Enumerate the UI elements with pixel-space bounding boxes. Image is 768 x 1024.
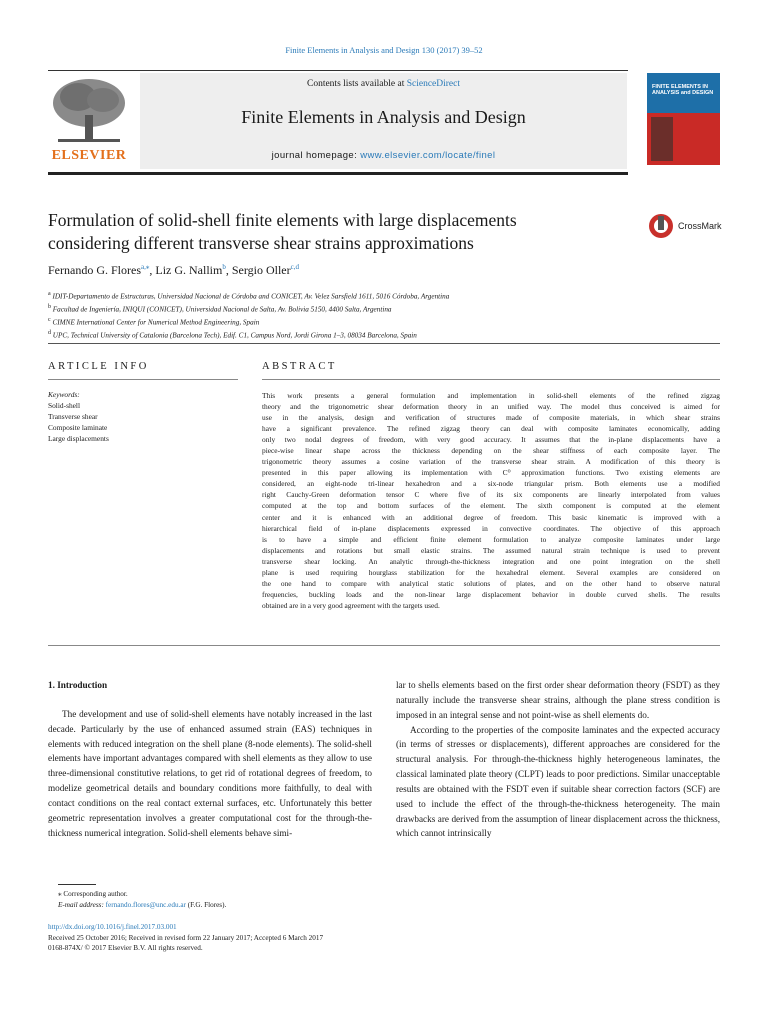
section-divider	[48, 343, 720, 344]
affiliation: $^d$ UPC, Technical University of Catalonia (Barcelona Tech), Edif. C1, Campus Nord, Jordi Girona 1–3, 08034 Barcelona, Spain	[48, 329, 417, 340]
section-heading: 1. Introduction	[48, 680, 108, 690]
abstract-rule	[262, 379, 720, 380]
elsevier-wordmark: ELSEVIER	[51, 148, 127, 163]
body-paragraph: The development and use of solid-shell elements have notably increased in the last decade. Particularly by the use of enhanced assumed strain (EAS) techniques in elements with reduced integration on the shell plane (8-node elements). The solid-shell elements have important advantages compared with shell elements as they allow to use three-dimensional constitutive relations, to get rid of rotational degrees of freedom, to modelize geometrical details and boundary conditions more faithfully, to deal with contact conditions on the real contact external surfaces, etc. Unfortunately this better geometric representation involves a greater computational cost for the through-the-thickness numerical integration. Solid-shell elements behave simi-	[48, 708, 372, 838]
article-meta	[48, 922, 323, 954]
affiliation: $^a$ IDIT-Departamento de Estructuras, Universidad Nacional de Córdoba and CONICET, Av. Velez Sarsfield 1611, 5016 Córdoba, Argentina	[48, 291, 450, 301]
abstract-line: right Cauchy-Green deformation tensor C where five of its six components are linearly interpolated from values	[262, 490, 720, 500]
journal-name: Finite Elements in Analysis and Design	[241, 107, 526, 127]
author-name: Sergio Oller	[231, 263, 291, 277]
abstract-line: obtained are in a very good agreement with the targets used.	[262, 600, 440, 610]
abstract-line: only two nodal degrees of freedom, with very good accuracy. It assumes that the in-plane displacements have a	[262, 435, 720, 445]
journal-citation[interactable]: Finite Elements in Analysis and Design 130 (2017) 39–52	[285, 45, 483, 55]
abstract-line: the one hand to compare with analytical static solutions of plates, and on the other hand to observe natural	[262, 578, 720, 588]
abstract-line: is to have a simple and efficient finite element formulation to analyze composite laminates under large	[262, 534, 720, 544]
abstract-line: presented in this paper allowing its implementation with C⁰ approximation functions. Two existing elements are	[262, 468, 720, 478]
crossmark-badge[interactable]: CrossMark	[648, 212, 738, 240]
affiliation: $^b$ Facultad de Ingeniería, INIQUI (CONICET), Universidad Nacional de Salta, Av. Bolivia 5150, 4400 Salta, Argentina	[48, 303, 392, 314]
abstract-line: plane is used requiring hourglass stabilization for the hexahedral element. Several examples are considered on	[262, 567, 720, 577]
abstract-text	[262, 390, 720, 611]
header-bottom-rule	[48, 172, 628, 175]
email-link[interactable]: fernando.flores@unc.edu.ar	[105, 900, 186, 909]
abstract-line: trigonometric theory assumes a cosine variation of the transverse shear strain. A modification of this theory is	[262, 457, 720, 467]
author-name: Liz G. Nallim	[155, 263, 223, 277]
abstract-line: have a significant prevalence. The refined zigzag theory can deal with composite laminates economically, adding	[262, 424, 720, 434]
keyword: Solid-shell	[48, 401, 81, 410]
journal-cover	[647, 73, 720, 165]
homepage-link[interactable]: www.elsevier.com/locate/finel	[360, 150, 496, 161]
paper-title: Formulation of solid-shell finite elements with large displacements considering different transverse shear strains approximations	[48, 210, 517, 253]
keyword: Transverse shear	[48, 412, 98, 421]
author-list: Fernando G. Flores$^{a,⁎}$, Liz G. Nallim$^b$, Sergio Oller$^{c,d}$	[48, 263, 299, 277]
body-column-right	[396, 678, 720, 841]
abstract-line: center and it is enhanced with an additional degree of freedom. This basic kinematic is improved with a	[262, 512, 720, 522]
abstract-end-rule	[48, 645, 720, 646]
abstract-line: displacements and rotations but small elastic strains. The assumed natural strain technique is used to prevent	[262, 545, 720, 555]
abstract-heading: ABSTRACT	[262, 361, 337, 372]
article-info-rule	[48, 379, 238, 380]
author-name: Fernando G. Flores	[48, 263, 141, 277]
abstract-line: considered, an eight-node tri-linear hexahedron and a six-node triangular prism. Both elements use a modified	[262, 479, 720, 489]
journal-homepage: journal homepage: www.elsevier.com/locate/finel	[271, 150, 496, 161]
body-paragraph: lar to shells elements based on the first order shear deformation theory (FSDT) as they naturally include the transverse shear strains, although the plane stress condition is imposed in an integral sense and not point-wise as shell elements do.	[396, 680, 720, 720]
keywords-block	[48, 389, 109, 444]
header-top-rule	[48, 70, 628, 71]
affiliation: $^c$ CIMNE International Center for Numerical Method Engineering, Spain	[48, 316, 260, 327]
cover-image	[651, 117, 673, 161]
contents-available: Contents lists available at ScienceDirect	[306, 79, 460, 89]
body-paragraph: According to the properties of the composite laminates and the expected accuracy (in terms of stresses or displacements), different approaches are considered for the structural analysis. For through-the-thickness highly heterogeneous laminates, the classical laminated plate theory (CLPT) leads to poor predictions. Similar unacceptable results are obtained with the FSDT even if suitable shear correction factors (SCF) are used to include the effect of the through-the-thickness heterogeneity. The main drawbacks are derived from the assumption of linear displacement across the thickness, which cannot intrinsically	[396, 724, 720, 839]
keywords-label: Keywords:	[48, 390, 80, 399]
cover-title: FINITE ELEMENTS IN ANALYSIS and DESIGN	[652, 84, 714, 96]
abstract-line: theory and the trigonometric shear deformation theory in an unified way. The model thus conceived is aimed for	[262, 402, 720, 412]
crossmark-icon	[648, 212, 674, 240]
article-info-heading: ARTICLE INFO	[48, 361, 149, 372]
affiliations	[48, 289, 728, 341]
abstract-line: piece-wise linear shape across the thickness depending on the shear stiffness of each composite layer. The	[262, 446, 720, 456]
received-dates: Received 25 October 2016; Received in revised form 22 January 2017; Accepted 6 March 2017	[48, 933, 324, 942]
abstract-line: This work presents a general formulation and implementation in solid-shell elements of the refined zigzag	[262, 391, 720, 400]
doi-link[interactable]: http://dx.doi.org/10.1016/j.finel.2017.03.001	[48, 923, 177, 931]
body-column-left	[48, 678, 372, 840]
abstract-line: transverse shear locking. An analytic through-the-thickness integration and one point integration on the shell	[262, 556, 720, 566]
abstract-line: hierarchical field of in-plane displacements expressed in convective coordinates. The objective of this approach	[262, 523, 720, 533]
keyword: Large displacements	[48, 434, 109, 443]
abstract-line: computed at the top and bottom surfaces of the element. The sixth component is computed at the element	[262, 501, 720, 511]
abstract-line: frequencies, buckling loads and the non-linear large displacement behavior in double curved shells. The results	[262, 589, 720, 599]
footnote: ⁎ Corresponding author. E-mail address: fernando.flores@unc.edu.ar (F.G. Flores).	[58, 890, 227, 909]
abstract-line: use in the analysis, design and verification of structures made of composite materials, in which shear strains	[262, 413, 720, 423]
keyword: Composite laminate	[48, 423, 108, 432]
footnote-rule	[58, 884, 96, 885]
copyright: 0168-874X/ © 2017 Elsevier B.V. All rights reserved.	[48, 944, 203, 952]
sciencedirect-link[interactable]: ScienceDirect	[406, 79, 460, 89]
